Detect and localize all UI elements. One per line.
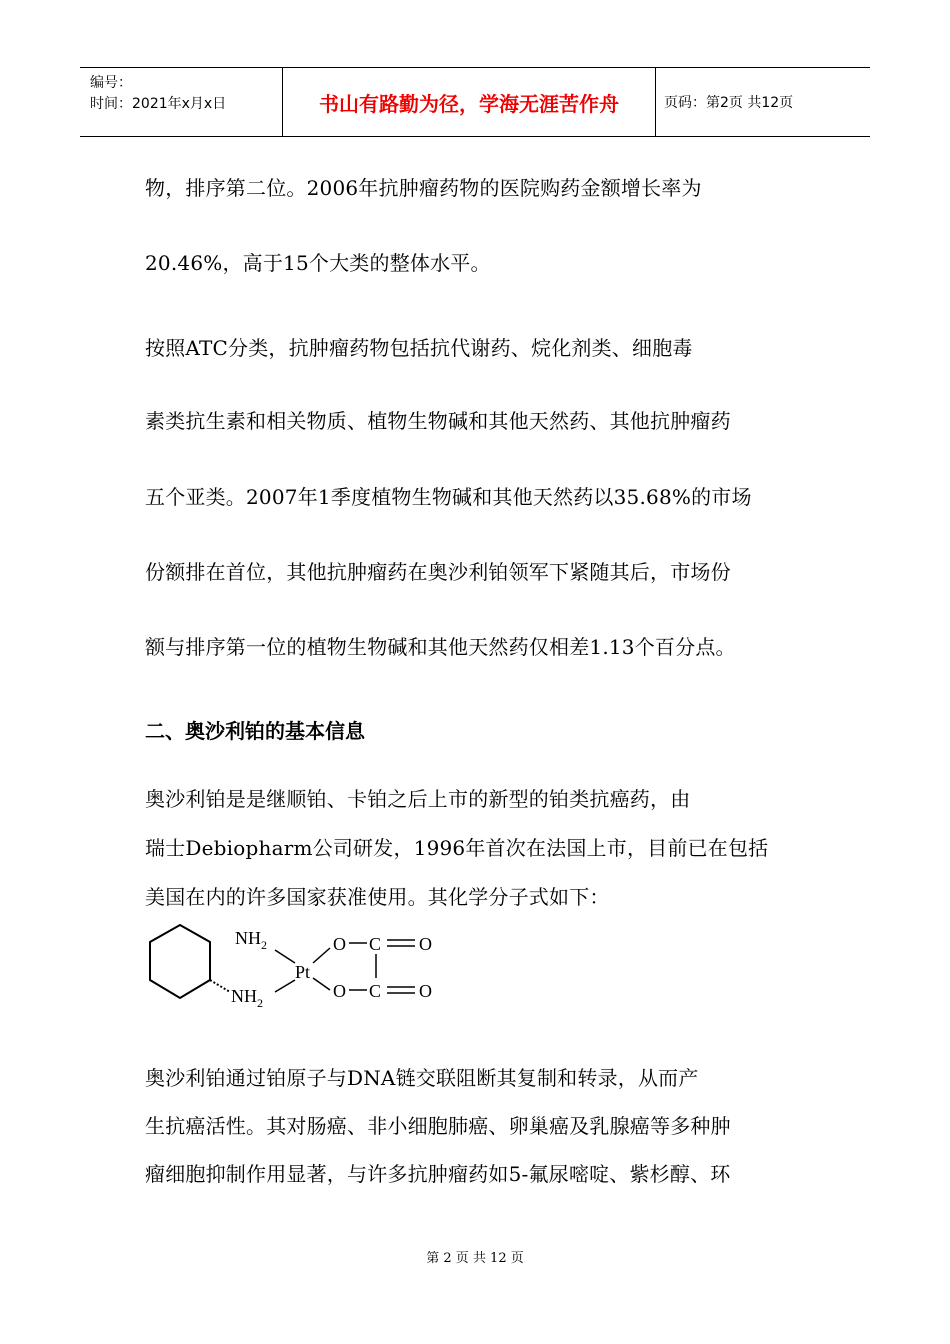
o3-label: O [419, 934, 432, 954]
body-line: 奥沙利铂是是继顺铂、卡铂之后上市的新型的铂类抗癌药，由 [145, 787, 691, 811]
hashed-bond [210, 980, 230, 992]
nh2-top-label: $NH_2$ [235, 928, 267, 952]
body-line: 生抗癌活性。其对肠癌、非小细胞肺癌、卵巢癌及乳腺癌等多种肿 [145, 1114, 731, 1138]
header-number: 编号： [90, 75, 132, 91]
cyclohexane-ring [150, 925, 210, 998]
page-footer: 第 2 页 共 12 页 [426, 1251, 524, 1266]
nh2-bottom-label: $NH_2$ [231, 986, 263, 1010]
o1-label: O [333, 934, 346, 954]
oxaliplatin-structure [145, 920, 445, 1020]
page-header [80, 67, 870, 137]
body-line: 五个亚类。2007年1季度植物生物碱和其他天然药以35.68%的市场 [145, 485, 752, 509]
c1-label: C [369, 934, 382, 954]
header-time: 时间：2021年x月x日 [90, 96, 227, 112]
bond-pt-o1 [313, 948, 330, 963]
body-line: 额与排序第一位的植物生物碱和其他天然药仅相差1.13个百分点。 [145, 635, 736, 659]
header-meta [80, 68, 282, 136]
bond-n1-pt [275, 950, 295, 963]
c2-label: C [369, 981, 382, 1001]
body-line: 美国在内的许多国家获准使用。其化学分子式如下： [145, 885, 610, 909]
body-line: 素类抗生素和相关物质、植物生物碱和其他天然药、其他抗肿瘤药 [145, 409, 731, 433]
bond-pt-o2 [313, 978, 330, 990]
body-line: 20.46%，高于15个大类的整体水平。 [145, 251, 491, 275]
header-motto: 书山有路勤为径，学海无涯苦作舟 [282, 68, 656, 136]
o2-label: O [333, 981, 346, 1001]
body-line: 奥沙利铂通过铂原子与DNA链交联阻断其复制和转录，从而产 [145, 1066, 699, 1090]
bond-n2-pt [275, 980, 295, 992]
body-line: 瘤细胞抑制作用显著，与许多抗肿瘤药如5-氟尿嘧啶、紫杉醇、环 [145, 1162, 731, 1186]
body-line: 按照ATC分类，抗肿瘤药物包括抗代谢药、烷化剂类、细胞毒 [145, 336, 693, 360]
section-heading: 二、奥沙利铂的基本信息 [145, 719, 365, 743]
body-line: 物，排序第二位。2006年抗肿瘤药物的医院购药金额增长率为 [145, 176, 702, 200]
body-line: 瑞士Debiopharm公司研发，1996年首次在法国上市，目前已在包括 [145, 836, 769, 860]
header-page: 页码：第2页 共12页 [664, 95, 794, 111]
o4-label: O [419, 981, 432, 1001]
body-line: 份额排在首位，其他抗肿瘤药在奥沙利铂领军下紧随其后，市场份 [145, 560, 731, 584]
pt-label: Pt [295, 962, 311, 982]
